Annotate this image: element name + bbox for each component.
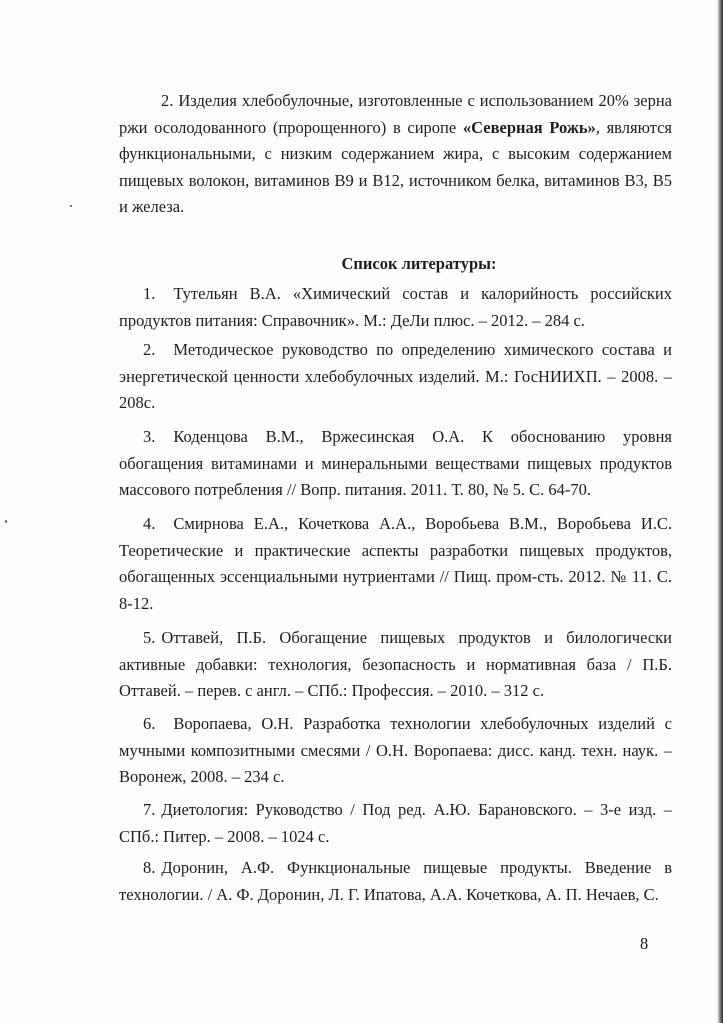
reference-number: 4. <box>143 514 156 533</box>
brand-name: «Северная Рожь» <box>462 117 596 137</box>
scan-speck <box>70 205 72 207</box>
conclusion-text-part1: 2. Изделия хлебобулочные, изготовленные с использованием 20% зерна ржи осолодованного (пророщенного) в сиропе <box>119 91 672 137</box>
reference-text: Тутельян В.А. «Химический состав и калорийность российских продуктов питания: Справочник». М.: ДеЛи плюс. – 2012. – 284 с. <box>119 284 672 330</box>
reference-number: 8. <box>143 858 156 877</box>
reference-item <box>119 511 672 617</box>
reference-number: 6. <box>143 714 156 733</box>
reference-text: Оттавей, П.Б. Обогащение пищевых продуктов и билологически активные добавки: технология, безопасность и нормативная база / П.Б. Оттавей. – перев. с англ. – СПб.: Профессия. – 2010. – 312 с. <box>119 628 672 700</box>
conclusion-text-part2: , являются функциональными, с низким содержанием жира, с высоким содержанием пищевых волокон, витаминов В9 и В12, источником белка, витаминов В3, В5 и железа. <box>119 117 673 216</box>
reference-item <box>119 337 672 417</box>
reference-text: Смирнова Е.А., Кочеткова А.А., Воробьева В.М., Воробьева И.С. Теоретические и практические аспекты разработки пищевых продуктов, обогащенных эссенциальными нутриентами // Пищ. пром-сть. 2012. № 11. С. 8-12. <box>119 514 672 613</box>
reference-text: Коденцова В.М., Вржесинская О.А. К обоснованию уровня обогащения витаминами и минеральными веществами пищевых продуктов массового потребления // Вопр. питания. 2011. Т. 80, № 5. С. 64-70. <box>119 427 672 499</box>
reference-item <box>119 797 672 850</box>
page-number: 8 <box>640 934 649 953</box>
reference-number: 1. <box>143 284 156 303</box>
reference-text: Диетология: Руководство / Под ред. А.Ю. Барановского. – 3-е изд. – СПб.: Питер. – 2008. – 1024 с. <box>119 800 672 846</box>
reference-number: 5. <box>143 628 156 647</box>
reference-item <box>119 855 672 908</box>
scan-edge-shadow <box>717 0 723 1023</box>
reference-item <box>119 711 672 791</box>
conclusion-paragraph <box>119 88 672 221</box>
reference-item <box>119 424 672 504</box>
reference-item <box>119 625 672 705</box>
reference-text: Методическое руководство по определению химического состава и энергетической ценности хлебобулочных изделий. М.: ГосНИИХП. – 2008. – 208с. <box>119 340 672 412</box>
reference-number: 3. <box>143 427 156 446</box>
reference-number: 7. <box>143 800 156 819</box>
reference-item <box>119 281 672 334</box>
scan-speck <box>5 520 7 523</box>
reference-text: Воропаева, О.Н. Разработка технологии хлебобулочных изделий с мучными композитными смесями / О.Н. Воропаева: дисс. канд. техн. наук. – Воронеж, 2008. – 234 с. <box>119 714 672 786</box>
reference-number: 2. <box>143 340 156 359</box>
reference-text: Доронин, А.Ф. Функциональные пищевые продукты. Введение в технологии. / А. Ф. Доронин, Л. Г. Ипатова, А.А. Кочеткова, А. П. Нечаев, С. <box>119 858 672 904</box>
references-title: Список литературы: <box>341 254 497 273</box>
